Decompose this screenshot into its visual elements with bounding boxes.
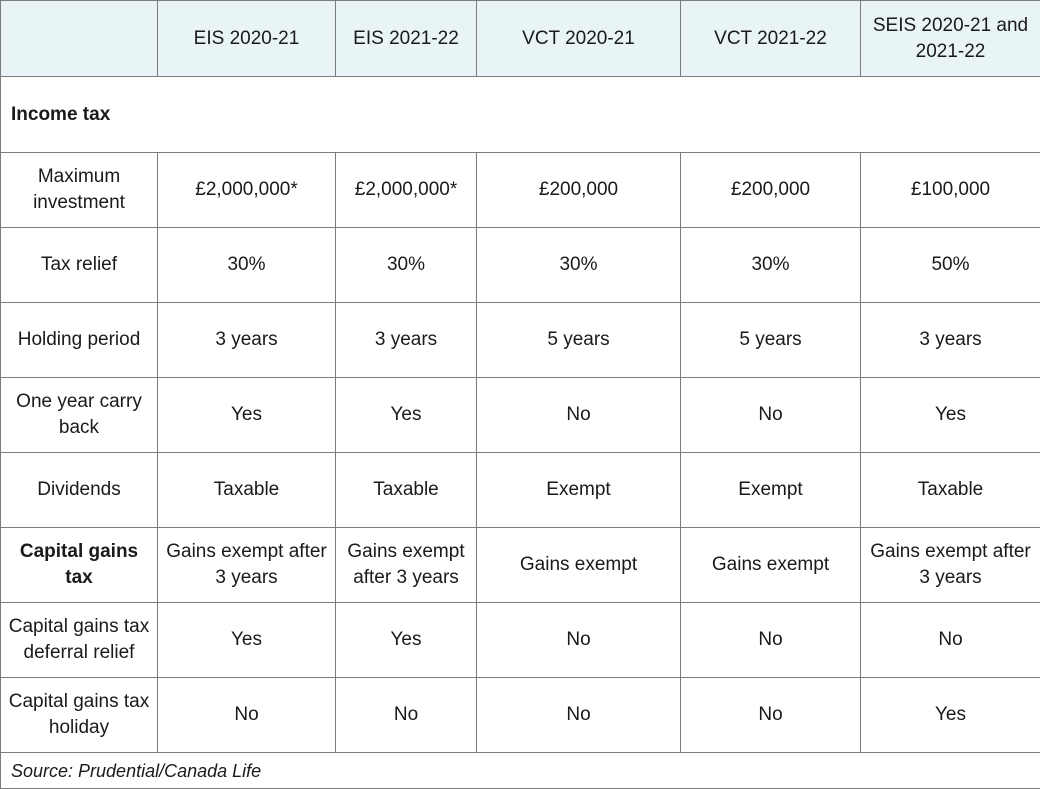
- header-vct-2020-21: VCT 2020-21: [477, 1, 681, 77]
- table-row: [1, 303, 1040, 378]
- row-label: Maximum investment: [1, 153, 158, 228]
- table-cell: £100,000: [861, 153, 1040, 228]
- table-cell: Gains exempt after 3 years: [336, 528, 477, 603]
- table-cell: Taxable: [158, 453, 336, 528]
- table-cell: 5 years: [477, 303, 681, 378]
- table-cell: 50%: [861, 228, 1040, 303]
- table-cell: £200,000: [681, 153, 861, 228]
- table-cell: £200,000: [477, 153, 681, 228]
- header-vct-2021-22: VCT 2021-22: [681, 1, 861, 77]
- table-cell: No: [158, 678, 336, 753]
- table-row: [1, 228, 1040, 303]
- table-cell: 30%: [681, 228, 861, 303]
- table-cell: No: [681, 378, 861, 453]
- table-cell: Yes: [158, 378, 336, 453]
- table-cell: Yes: [336, 603, 477, 678]
- table-cell: No: [861, 603, 1040, 678]
- table-row: [1, 603, 1040, 678]
- row-label: Tax relief: [1, 228, 158, 303]
- table-cell: Yes: [861, 378, 1040, 453]
- source-note: Source: Prudential/Canada Life: [1, 753, 1040, 789]
- table-cell: No: [477, 678, 681, 753]
- table-row: [1, 153, 1040, 228]
- table-cell: No: [336, 678, 477, 753]
- table-row: [1, 453, 1040, 528]
- header-seis: SEIS 2020-21 and 2021-22: [861, 1, 1040, 77]
- table-cell: Gains exempt: [477, 528, 681, 603]
- row-label: Dividends: [1, 453, 158, 528]
- table-cell: £2,000,000*: [336, 153, 477, 228]
- row-label: One year carry back: [1, 378, 158, 453]
- table-cell: Taxable: [336, 453, 477, 528]
- table-cell: 30%: [158, 228, 336, 303]
- table-cell: Gains exempt after 3 years: [861, 528, 1040, 603]
- row-label: Capital gains tax deferral relief: [1, 603, 158, 678]
- row-label: Holding period: [1, 303, 158, 378]
- table-cell: 30%: [336, 228, 477, 303]
- table-cell: 3 years: [861, 303, 1040, 378]
- header-eis-2021-22: EIS 2021-22: [336, 1, 477, 77]
- table-cell: Taxable: [861, 453, 1040, 528]
- row-label: Capital gains tax: [1, 528, 158, 603]
- table-cell: 3 years: [336, 303, 477, 378]
- header-eis-2020-21: EIS 2020-21: [158, 1, 336, 77]
- table-row: [1, 528, 1040, 603]
- table-cell: 3 years: [158, 303, 336, 378]
- section-row-income-tax: [1, 77, 1040, 153]
- table-row: [1, 378, 1040, 453]
- table-cell: Exempt: [681, 453, 861, 528]
- table-cell: Exempt: [477, 453, 681, 528]
- table-cell: Gains exempt: [681, 528, 861, 603]
- table-cell: 30%: [477, 228, 681, 303]
- row-label: Capital gains tax holiday: [1, 678, 158, 753]
- table-cell: £2,000,000*: [158, 153, 336, 228]
- header-corner-cell: [1, 1, 158, 77]
- table-cell: Yes: [336, 378, 477, 453]
- table-cell: No: [477, 378, 681, 453]
- table-cell: 5 years: [681, 303, 861, 378]
- table-cell: No: [477, 603, 681, 678]
- section-title-income-tax: Income tax: [1, 77, 1040, 153]
- table-cell: Yes: [861, 678, 1040, 753]
- table-cell: Yes: [158, 603, 336, 678]
- table-cell: Gains exempt after 3 years: [158, 528, 336, 603]
- table-cell: No: [681, 678, 861, 753]
- table-row: [1, 678, 1040, 753]
- header-row: [1, 1, 1040, 77]
- source-row: [1, 753, 1040, 789]
- table-cell: No: [681, 603, 861, 678]
